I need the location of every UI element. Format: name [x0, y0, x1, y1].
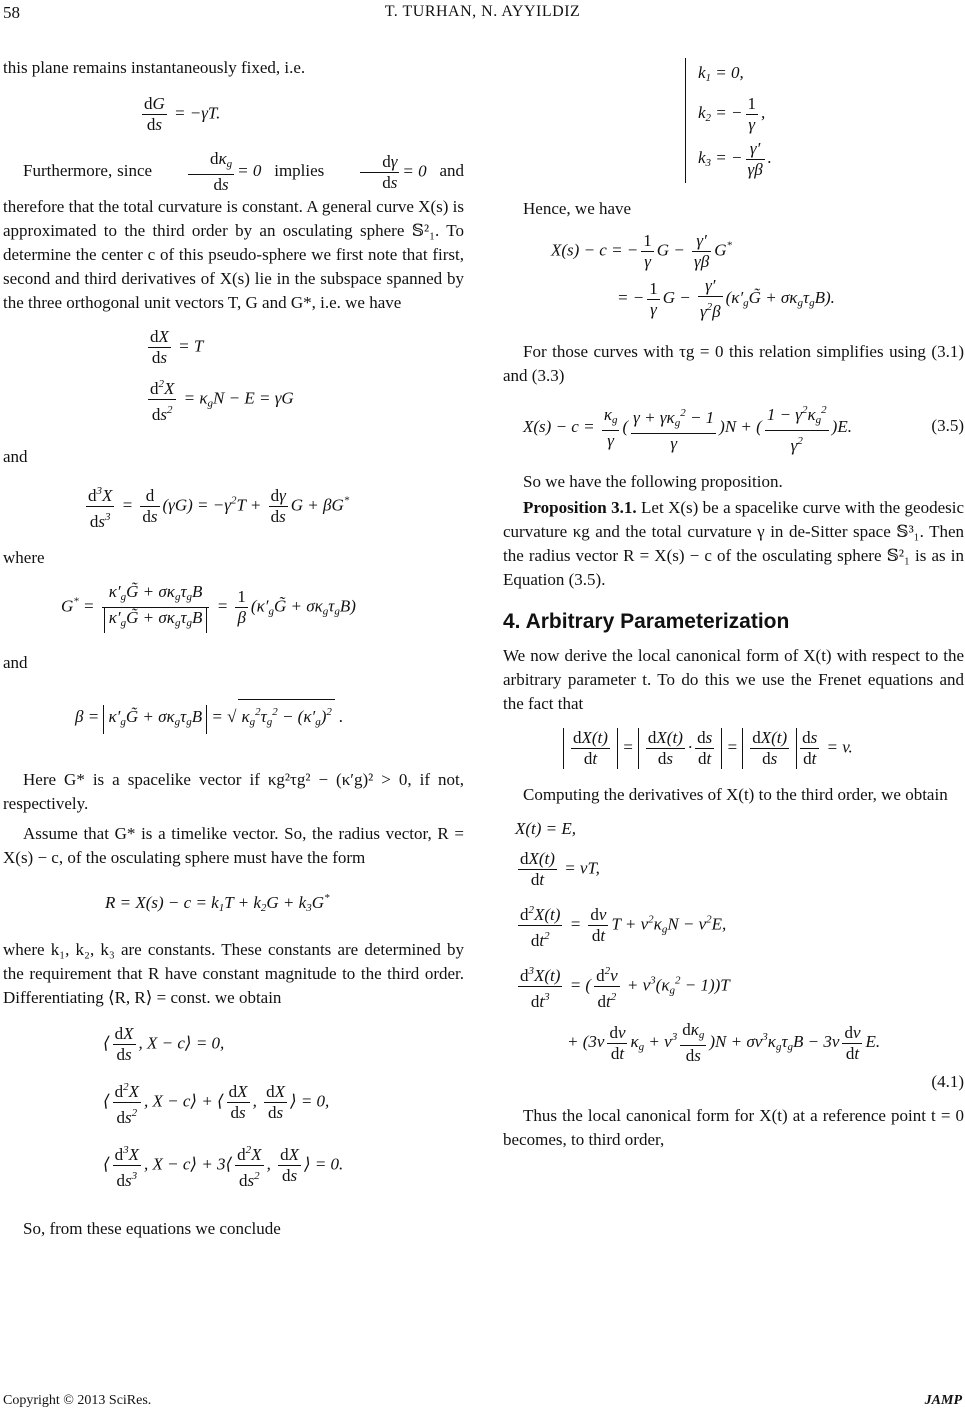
equation-c2: ⟨ $\frac{d^2X}{ds^2}$ , X − c⟩ + ⟨ $\frac{dX}{ds}$ , $\frac{dX}{ds}$ ⟩ = 0, — [103, 1077, 464, 1128]
paragraph: So, from these equations we conclude — [23, 1219, 281, 1238]
equation-h2: = − $\frac{1}{\gamma}$ G − $\frac{\gamma'}{\gamma^2\beta}$ $(\kappa'_gG̃ + \sigma\kappa_g\tau_gB)$. — [617, 276, 835, 321]
equation-t0: X(t) = E, — [515, 819, 577, 838]
paragraph: Computing the derivatives of X(t) to the third order, we obtain — [523, 785, 948, 804]
equation-t2: $\frac{d^2X(t)}{dt^2}$ = $\frac{dv}{dt}$ $T + v^2\kappa_gN - v^2E$, — [515, 900, 964, 951]
paragraph: where — [3, 548, 45, 567]
paragraph: For those curves with τg = 0 this relation simplifies using (3.1) and (3.3) — [503, 342, 964, 385]
paragraph: Thus the local canonical form for X(t) at a reference point t = 0 becomes, to third order, — [503, 1106, 964, 1149]
equation-k-system: $k_1 = 0$, $k_2$ = − $\frac{1}{\gamma}$ , $k_3$ = − $\frac{\gamma'}{\gamma\beta}$ . — [685, 58, 964, 183]
equation-t3b: + (3v $\frac{dv}{dt}$ $\kappa_g + v^3$ $\frac{d\kappa_g}{ds}$ )$N + \sigma v^3\kappa_g\tau_gB - 3v$ $\frac{dv}{dt}$ E. — [567, 1020, 881, 1065]
paragraph: Assume that G* is a timelike vector. So, the radius vector, R = X(s) − c, of the osculating sphere must have the form — [3, 824, 464, 867]
paragraph: this plane remains instantaneously fixed, i.e. — [3, 58, 306, 77]
paragraph: and — [3, 447, 28, 466]
equation-gstar: G* = $\frac{\kappa'_gG̃ + \sigma\kappa_g\tau_gB}{\kappa'_gG̃ + \sigma\kappa_g\tau_gB}$ = $\frac{1}{\beta}$ $(\kappa'_gG̃ + \sigma\kappa_g\tau_gB)$ — [61, 582, 464, 633]
equation-t1: $\frac{dX(t)}{dt}$ = vT, — [520, 849, 600, 889]
right-column — [503, 58, 964, 1152]
copyright: Copyright © 2013 SciRes. — [3, 1393, 152, 1408]
paragraph: We now derive the local canonical form of X(t) with respect to the arbitrary parameter t. To do this we use the Frenet equations and the fact that — [503, 646, 964, 713]
equation-R: $R = X(s) - c = k_1T + k_2G + k_3G^*$ — [105, 892, 330, 914]
proposition-label: Proposition 3.1. — [523, 498, 637, 517]
running-head: T. TURHAN, N. AYYILDIZ — [384, 3, 581, 20]
page-number: 58 — [3, 3, 20, 22]
equation-v: $\frac{dX(t)}{dt}$ = $\frac{dX(t)}{ds}$ · $\frac{ds}{dt}$ = $\frac{dX(t)}{ds}$ $\frac{ds}{dt}$ = v. — [563, 728, 964, 769]
equation-dG: $\frac{dG}{ds}$ = −γT. — [144, 94, 221, 134]
paragraph: Furthermore, since $\frac{d\kappa_g}{ds}$ = 0 implies $\frac{d\gamma}{ds}$ = 0 and therefore that the total curvature is constant. A general curve X(s) is approximated to the third order by an osculating sphere 𝕊²₁. To determine the center c of this pseudo-sphere we first note that first, second and third derivatives of X(s) lie in the subspace spanned by the three orthogonal unit vectors T, G and G*, i.e. we have — [3, 149, 465, 312]
journal-name: JAMP — [924, 1393, 962, 1408]
paragraph: Hence, we have — [523, 199, 632, 218]
equation-h1: X(s) − c = − $\frac{1}{\gamma}$ G − $\frac{\gamma'}{\gamma\beta}$ G* — [551, 231, 732, 271]
equation-c3: ⟨ $\frac{d^3X}{ds^3}$ , X − c⟩ + 3⟨ $\frac{d^2X}{ds^2}$ , $\frac{dX}{ds}$ ⟩ = 0. — [103, 1140, 464, 1191]
equation-dkg: $\frac{d\kappa_g}{ds}$ = 0 — [165, 149, 261, 195]
equation-dgamma: $\frac{d\gamma}{ds}$ = 0 — [337, 152, 426, 193]
paragraph: Here G* is a spacelike vector if κg²τg² − (κ′g)² > 0, if not, respectively. — [3, 770, 464, 813]
paragraph: So we have the following proposition. — [523, 472, 783, 491]
paragraph: and — [3, 653, 28, 672]
proposition: Proposition 3.1. Let X(s) be a spacelike curve with the geodesic curvature κg and the total curvature γ in de-Sitter space 𝕊³₁. Then the radius vector R = X(s) − c of the osculating sphere 𝕊²₁ is as in Equation (3.5). — [503, 498, 965, 589]
equation-c1: ⟨ $\frac{dX}{ds}$ , X − c⟩ = 0, — [103, 1024, 225, 1064]
equation-number: (3.5) — [931, 416, 964, 435]
equation-3-5: X(s) − c = $\frac{\kappa_g}{\gamma}$ ( $\frac{\gamma + \gamma\kappa_g^2 - 1}{\gamma}$ )N + ( $\frac{1 - \gamma^2\kappa_g^2}{\gamma^2}$ )E. (3.5) — [523, 400, 964, 456]
paragraph: where k₁, k₂, k₃ are constants. These constants are determined by the requirement that R have constant magnitude to the third order. Differentiating ⟨R, R⟩ = const. we obtain — [3, 940, 464, 1007]
equation-beta: $\beta = \kappa'_gG̃ + \sigma\kappa_g\tau_gB$ = √ $\kappa_g^2\tau_g^2 - (\kappa'_g)^2$ . — [75, 699, 464, 734]
equation-d3: $\frac{d^3X}{ds^3}$ = $\frac{d}{ds}$ $(\gamma G) = -\gamma^2T$ + $\frac{d\gamma}{ds}$ G + βG* — [83, 481, 464, 532]
equation-number: (4.1) — [931, 1072, 964, 1091]
equation-d2: $\frac{d^2X}{ds^2}$ = $\kappa_gN - E = \gamma G$ — [145, 374, 464, 425]
section-title: 4. Arbitrary Parameterization — [503, 610, 790, 633]
left-column — [3, 56, 464, 1241]
equation-t3a: $\frac{d^3X(t)}{dt^3}$ = ( $\frac{d^2v}{dt^2}$ + $v^3(\kappa_g^2 - 1))T$ — [515, 961, 964, 1012]
equation-d1: $\frac{dX}{ds}$ = T — [150, 327, 204, 367]
equation-number-row — [503, 1070, 964, 1094]
